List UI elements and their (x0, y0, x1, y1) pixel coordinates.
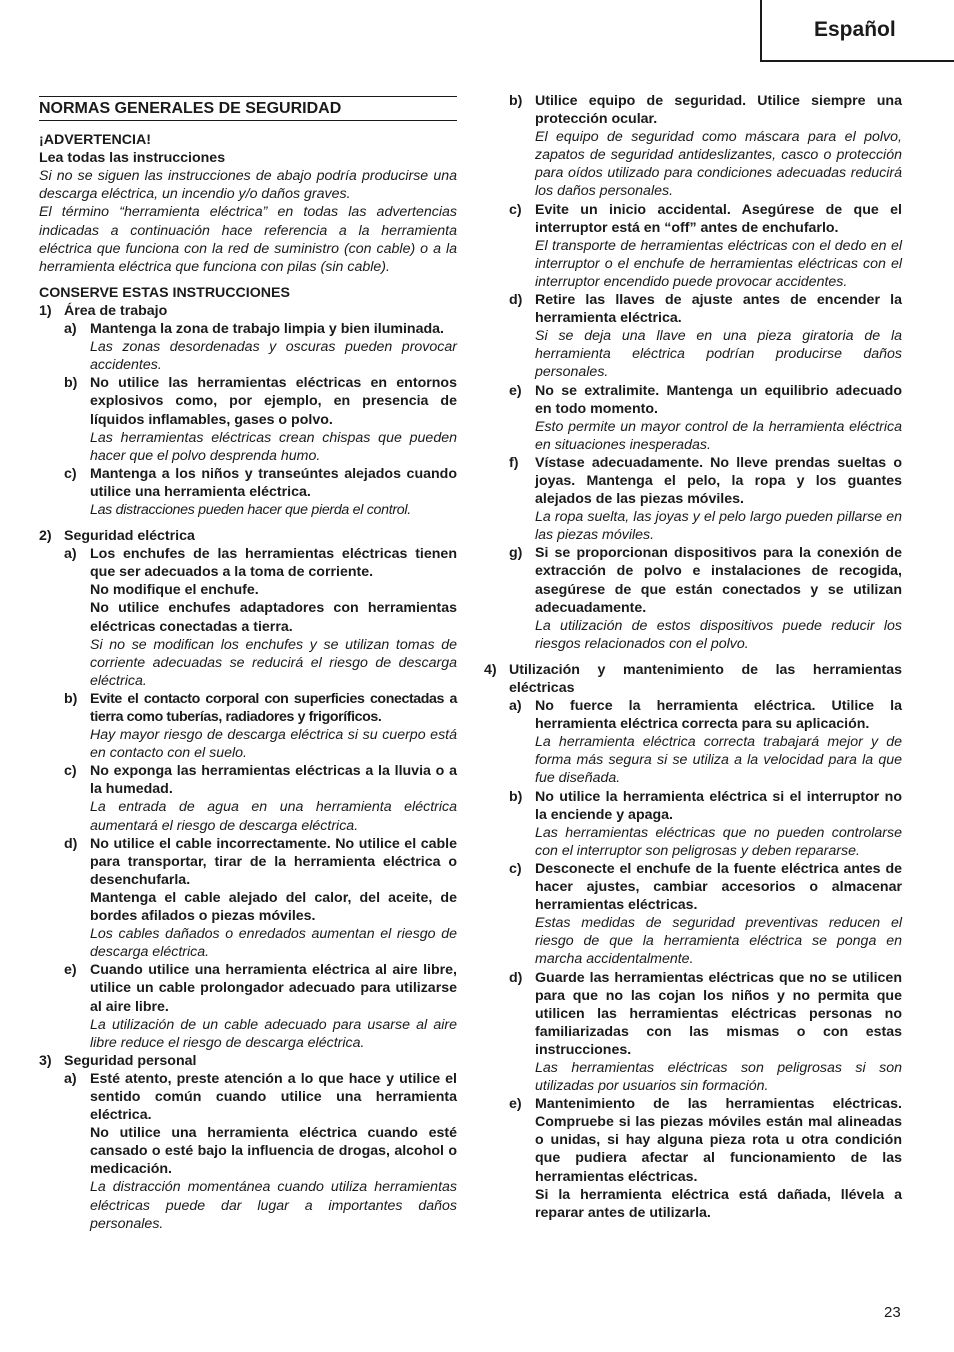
section-4-heading: 4) Utilización y mantenimiento de las herramientas eléctricas (484, 661, 902, 696)
section-2-heading: 2) Seguridad eléctrica (39, 528, 195, 545)
warning-heading: ¡ADVERTENCIA! (39, 132, 151, 149)
list-item: c) Mantenga a los niños y transeúntes alejados cuando utilice una herramienta eléctrica. Las distracciones pueden hacer que pierda el control. (64, 465, 457, 518)
language-tab (760, 0, 954, 62)
intro-paragraph-2: El término “herramienta eléctrica” en todas las advertencias indicadas a continuación hace referencia a la herramienta eléctrica que funciona con la red de suministro (con cable) o a la herramienta eléctrica que funciona con pilas (sin cable). (39, 204, 457, 275)
list-item: b) Evite el contacto corporal con superficies conectadas a tierra como tuberías, radiadores y frigoríficos. Hay mayor riesgo de descarga eléctrica si su cuerpo está en contacto con el suelo. (64, 690, 457, 762)
list-item: c) Evite un inicio accidental. Asegúrese de que el interruptor está en “off” antes de enchufarlo. El transporte de herramientas eléctricas con el dedo en el interruptor o el enchufe de herramientas eléctricas con el interruptor encendido puede provocar accidentes. (509, 201, 902, 290)
keep-instructions-heading: CONSERVE ESTAS INSTRUCCIONES (39, 284, 290, 301)
list-item: d) No utilice el cable incorrectamente. No utilice el cable para transportar, tirar de la herramienta eléctrica o desenchufarla. Mantenga el cable alejado del calor, del aceite, de bordes afilados o piezas móviles. Los cables dañados o enredados aumentan el riesgo de descarga eléctrica. (64, 835, 457, 961)
list-item: f) Vístase adecuadamente. No lleve prendas sueltas o joyas. Mantenga el pelo, la ropa y los guantes alejados de las piezas móviles. La ropa suelta, las joyas y el pelo largo pueden pillarse en las piezas móviles. (509, 454, 902, 544)
list-item: d) Retire las llaves de ajuste antes de encender la herramienta eléctrica. Si se deja una llave en una pieza giratoria de la herramienta eléctrica podrían producirse daños personales. (509, 292, 902, 381)
list-item: e) Cuando utilice una herramienta eléctrica al aire libre, utilice un cable prolongador adecuado para utilizarse al aire libre. La utilización de un cable adecuado para usarse al aire libre reduce el riesgo de descarga eléctrica. (64, 962, 457, 1051)
section-title: NORMAS GENERALES DE SEGURIDAD (39, 96, 457, 121)
list-item: b) No utilice la herramienta eléctrica si el interruptor no la enciende y apaga. Las herramientas eléctricas que no pueden controlarse con el interruptor son peligrosas y deben repararse. (509, 788, 902, 859)
list-item: c) No exponga las herramientas eléctricas a la lluvia o a la humedad. La entrada de agua en una herramienta eléctrica aumentará el riesgo de descarga eléctrica. (64, 763, 457, 834)
right-column (484, 92, 902, 1222)
list-item: c) Desconecte el enchufe de la fuente eléctrica antes de hacer ajustes, cambiar accesorios o almacenar herramientas eléctricas. Estas medidas de seguridad preventivas reducen el riesgo de que la herramienta eléctrica se ponga en marcha accidentalmente. (509, 860, 902, 968)
list-item: a) No fuerce la herramienta eléctrica. Utilice la herramienta eléctrica correcta para su aplicación. La herramienta eléctrica correcta trabajará mejor y de forma más segura si se utiliza a la velocidad para la que fue diseñada. (509, 698, 902, 787)
list-item: b) No utilice las herramientas eléctricas en entornos explosivos como, por ejemplo, en presencia de líquidos inflamables, gases o polvo. Las herramientas eléctricas crean chispas que pueden hacer que el polvo desprenda humo. (64, 375, 457, 464)
list-item: e) No se extralimite. Mantenga un equilibrio adecuado en todo momento. Esto permite un mayor control de la herramienta eléctrica en situaciones inesperadas. (509, 382, 902, 453)
list-item: d) Guarde las herramientas eléctricas que no se utilicen para que no las cojan los niños y no permita que utilicen las herramientas eléctricas personas no familiarizadas con las mismas o con estas instrucciones. Las herramientas eléctricas son peligrosas si son utilizadas por usuarios sin formación. (509, 969, 902, 1095)
intro-paragraph-1: Si no se siguen las instrucciones de abajo podría producirse una descarga eléctrica, un incendio y/o daños graves. (39, 168, 457, 203)
list-item: b) Utilice equipo de seguridad. Utilice siempre una protección ocular. El equipo de seguridad como máscara para el polvo, zapatos de seguridad antideslizantes, casco o protección para oídos utilizado para condiciones adecuadas reducirá los daños personales. (509, 93, 902, 200)
list-item: e) Mantenimiento de las herramientas eléctricas. Compruebe si las piezas móviles están mal alineadas o unidas, si hay alguna pieza rota u otra condición que pudiera afectar al funcionamiento de las herramientas eléctricas. Si la herramienta eléctrica está dañada, llévela a reparar antes de utilizarla. (509, 1096, 902, 1221)
left-column (39, 92, 457, 1233)
list-item: a) Esté atento, preste atención a lo que hace y utilice el sentido común cuando utilice una herramienta eléctrica. No utilice una herramienta eléctrica cuando esté cansado o esté bajo la influencia de drogas, alcohol o medicación. La distracción momentánea cuando utiliza herramientas eléctricas puede dar lugar a importantes daños personales. (64, 1070, 457, 1232)
section-3-heading: 3) Seguridad personal (39, 1052, 197, 1069)
read-all-heading: Lea todas las instrucciones (39, 150, 226, 167)
list-item: a) Mantenga la zona de trabajo limpia y bien iluminada. Las zonas desordenadas y oscuras pueden provocar accidentes. (64, 321, 457, 374)
section-1-heading: 1) Área de trabajo (39, 302, 168, 319)
language-label: Español (814, 18, 896, 41)
page-number: 23 (884, 1304, 901, 1321)
list-item: g) Si se proporcionan dispositivos para la conexión de extracción de polvo e instalaciones de recogida, asegúrese de que están conectados y se utilizan adecuadamente. La utilización de estos dispositivos puede reducir los riesgos relacionados con el polvo. (509, 545, 902, 652)
list-item: a) Los enchufes de las herramientas eléctricas tienen que ser adecuados a la toma de corriente. No modifique el enchufe. No utilice enchufes adaptadores con herramientas eléctricas conectadas a tierra. Si no se modifican los enchufes y se utilizan tomas de corriente adecuadas se reducirá el riesgo de descarga eléctrica. (64, 546, 457, 689)
